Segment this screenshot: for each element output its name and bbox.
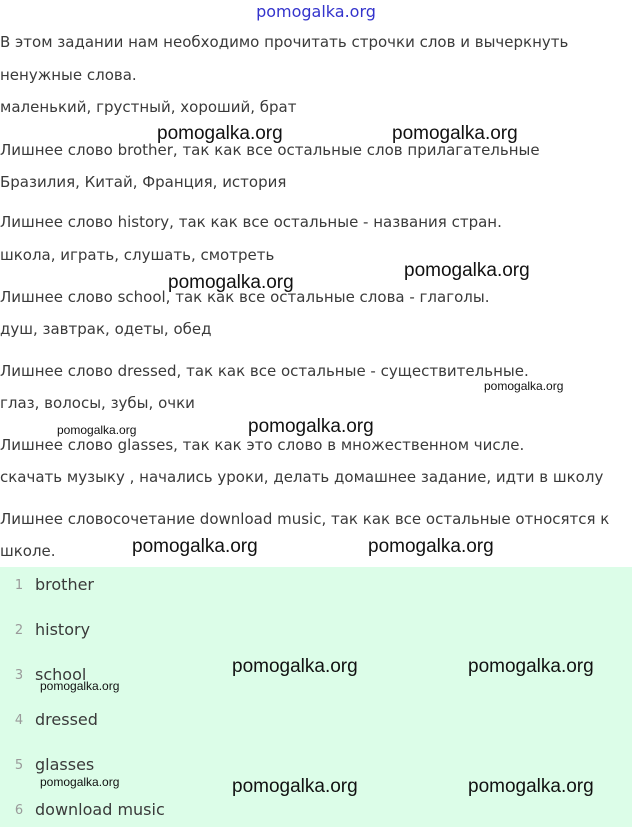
answer-text: dressed [35,710,98,729]
explanation-6-line-1: Лишнее словосочетание download music, так как все остальные относятся к [0,510,610,528]
watermark: pomogalka.org [132,536,258,557]
answer-row [0,620,632,644]
answer-number: 4 [14,713,24,728]
watermark: pomogalka.org [57,423,137,437]
explanation-1: Лишнее слово brother, так как все остальные слов прилагательные [0,141,540,159]
answer-row [0,575,632,599]
word-group-6: скачать музыку , начались уроки, делать домашнее задание, идти в школу [0,468,604,486]
watermark: pomogalka.org [468,776,594,797]
explanation-4: Лишнее слово dressed, так как все остальные - существительные. [0,362,529,380]
watermark: pomogalka.org [232,656,358,677]
watermark: pomogalka.org [368,536,494,557]
watermark: pomogalka.org [484,379,564,393]
word-group-1: маленький, грустный, хороший, брат [0,98,297,116]
answer-number: 5 [14,758,24,773]
watermark: pomogalka.org [40,775,120,789]
explanation-5: Лишнее слово glasses, так как это слово в множественном числе. [0,436,525,454]
explanation-3: Лишнее слово school, так как все остальные слова - глаголы. [0,288,490,306]
answer-text: history [35,620,91,639]
watermark: pomogalka.org [157,123,283,144]
answer-number: 1 [14,578,24,593]
intro-text-line-2: ненужные слова. [0,66,137,84]
watermark: pomogalka.org [40,679,120,693]
watermark: pomogalka.org [404,260,530,281]
answer-text: glasses [35,755,95,774]
answer-row [0,800,632,824]
answer-number: 2 [14,623,24,638]
site-brand-header[interactable]: pomogalka.org [256,2,376,21]
answer-text: download music [35,800,165,819]
word-group-3: школа, играть, слушать, смотреть [0,246,275,264]
watermark: pomogalka.org [168,272,294,293]
answer-text: school [35,665,87,684]
word-group-5: глаз, волосы, зубы, очки [0,394,195,412]
answer-number: 6 [14,803,24,818]
answer-number: 3 [14,668,24,683]
explanation-2: Лишнее слово history, так как все остальные - названия стран. [0,213,502,231]
watermark: pomogalka.org [248,416,374,437]
word-group-2: Бразилия, Китай, Франция, история [0,173,287,191]
watermark: pomogalka.org [468,656,594,677]
answer-row [0,710,632,734]
answer-text: brother [35,575,95,594]
watermark: pomogalka.org [392,123,518,144]
explanation-6-line-2: школе. [0,542,56,560]
word-group-4: душ, завтрак, одеты, обед [0,320,212,338]
intro-text-line-1: В этом задании нам необходимо прочитать строчки слов и вычеркнуть [0,33,569,51]
watermark: pomogalka.org [232,776,358,797]
